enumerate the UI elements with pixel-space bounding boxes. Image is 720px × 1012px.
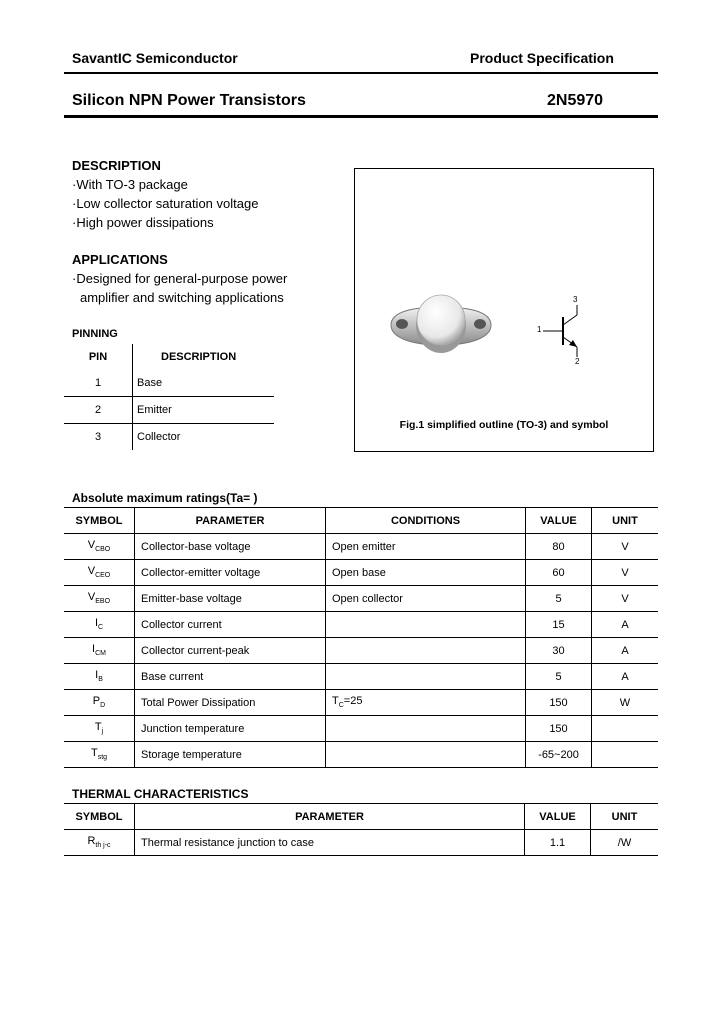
part-number: 2N5970 — [547, 92, 604, 109]
ratings-table — [64, 507, 658, 768]
npn-transistor-symbol-icon — [533, 295, 603, 371]
emitter-pin-label: 2 — [575, 357, 580, 366]
symbol-letter: V — [87, 591, 96, 604]
conditions-cell — [326, 690, 526, 716]
unit-col-header: UNIT — [591, 804, 659, 830]
parameter-cell: Storage temperature — [135, 742, 326, 768]
conditions-text: T — [332, 695, 339, 708]
symbol-subscript: CM — [95, 650, 106, 658]
conditions-cell — [326, 534, 526, 560]
symbol-cell — [64, 638, 135, 664]
figure-caption: Fig.1 simplified outline (TO-3) and symbol — [399, 419, 609, 431]
parameter-cell: Collector-emitter voltage — [135, 560, 326, 586]
pin-desc: Base — [133, 370, 275, 397]
conditions-cell — [326, 560, 526, 586]
pin-col-header: PIN — [64, 344, 133, 370]
symbol-cell — [64, 830, 135, 856]
applications-line: ·Designed for general-purpose power — [72, 271, 288, 286]
table-row — [64, 586, 658, 612]
parameter-cell: Collector-base voltage — [135, 534, 326, 560]
conditions-col-header: CONDITIONS — [326, 508, 526, 534]
value-cell: 15 — [526, 612, 592, 638]
unit-cell — [592, 716, 659, 742]
symbol-subscript: CEO — [95, 572, 111, 580]
symbol-subscript: C — [98, 624, 104, 632]
parameter-cell: Thermal resistance junction to case — [135, 830, 525, 856]
unit-cell: V — [592, 560, 659, 586]
conditions-tail: =25 — [343, 695, 363, 708]
base-pin-label: 1 — [537, 325, 542, 334]
parameter-col-header: PARAMETER — [135, 804, 525, 830]
conditions-subscript: C — [338, 702, 344, 710]
symbol-col-header: SYMBOL — [64, 804, 135, 830]
parameter-cell: Base current — [135, 664, 326, 690]
symbol-letter: V — [87, 539, 96, 552]
symbol-letter: I — [92, 643, 96, 656]
parameter-cell: Collector current-peak — [135, 638, 326, 664]
symbol-col-header: SYMBOL — [64, 508, 135, 534]
conditions-cell — [326, 638, 526, 664]
unit-cell: V — [592, 534, 659, 560]
applications-heading: APPLICATIONS — [72, 252, 168, 267]
table-row — [64, 370, 274, 397]
parameter-cell: Total Power Dissipation — [135, 690, 326, 716]
symbol-cell — [64, 534, 135, 560]
description-item: ·High power dissipations — [72, 215, 214, 230]
parameter-col-header: PARAMETER — [135, 508, 326, 534]
pin-number: 2 — [64, 397, 133, 424]
table-row — [64, 830, 658, 856]
description-item: ·Low collector saturation voltage — [72, 196, 259, 211]
symbol-subscript: CBO — [95, 546, 111, 554]
symbol-letter: V — [87, 565, 96, 578]
unit-cell: /W — [591, 830, 659, 856]
conditions-cell — [326, 664, 526, 690]
symbol-letter: P — [92, 695, 101, 708]
value-cell: 60 — [526, 560, 592, 586]
symbol-cell — [64, 664, 135, 690]
table-row — [64, 664, 658, 690]
symbol-letter: T — [94, 721, 102, 734]
pin-number: 3 — [64, 424, 133, 451]
table-row — [64, 638, 658, 664]
table-row — [64, 612, 658, 638]
unit-cell: W — [592, 690, 659, 716]
symbol-cell — [64, 716, 135, 742]
table-row — [64, 690, 658, 716]
collector-pin-label: 3 — [573, 295, 578, 304]
parameter-cell: Junction temperature — [135, 716, 326, 742]
conditions-text: Open emitter — [332, 540, 396, 553]
company-name: SavantIC Semiconductor — [72, 50, 238, 66]
conditions-cell — [326, 742, 526, 768]
pin-desc: Collector — [137, 431, 181, 443]
thermal-table — [64, 803, 658, 856]
table-row — [64, 742, 658, 768]
conditions-cell — [326, 716, 526, 742]
symbol-cell — [64, 560, 135, 586]
unit-col-header: UNIT — [592, 508, 659, 534]
conditions-cell — [326, 586, 526, 612]
value-col-header: VALUE — [526, 508, 592, 534]
doc-type: Product Specification — [470, 50, 614, 66]
unit-cell: A — [592, 664, 659, 690]
conditions-cell — [326, 612, 526, 638]
symbol-letter: R — [87, 835, 96, 848]
applications-line: amplifier and switching applications — [80, 290, 284, 305]
symbol-cell — [64, 586, 135, 612]
figure-box — [354, 168, 654, 452]
symbol-subscript: EBO — [95, 598, 111, 606]
symbol-subscript: B — [98, 676, 103, 684]
conditions-text: Open base — [332, 566, 386, 579]
symbol-cell — [64, 742, 135, 768]
symbol-cell — [64, 690, 135, 716]
to3-package-image — [385, 287, 497, 363]
pinning-table — [64, 344, 274, 450]
symbol-subscript: D — [100, 702, 106, 710]
pin-desc: Emitter — [133, 397, 275, 424]
unit-cell: V — [592, 586, 659, 612]
header-rule — [64, 72, 658, 74]
description-item: ·With TO-3 package — [72, 177, 188, 192]
value-cell: 150 — [526, 716, 592, 742]
pin-number: 1 — [64, 370, 133, 397]
product-line: Silicon NPN Power Transistors — [72, 92, 306, 109]
unit-cell: A — [592, 638, 659, 664]
symbol-subscript: j — [101, 728, 104, 736]
pin-desc-col-header: DESCRIPTION — [161, 351, 237, 363]
value-cell: 150 — [526, 690, 592, 716]
unit-cell — [592, 742, 659, 768]
symbol-letter: I — [94, 617, 98, 630]
symbol-subscript: th j-c — [95, 842, 111, 850]
conditions-text: Open collector — [332, 592, 403, 605]
thermal-heading: THERMAL CHARACTERISTICS — [72, 787, 249, 801]
symbol-subscript: stg — [97, 754, 108, 762]
symbol-cell — [64, 612, 135, 638]
symbol-letter: I — [95, 669, 99, 682]
parameter-cell: Emitter-base voltage — [135, 586, 326, 612]
value-cell: 30 — [526, 638, 592, 664]
ratings-heading: Absolute maximum ratings(Ta= ) — [72, 491, 258, 505]
value-cell: 5 — [526, 586, 592, 612]
symbol-letter: T — [90, 747, 98, 760]
table-row — [64, 397, 274, 424]
title-rule — [64, 115, 658, 118]
table-row — [64, 716, 658, 742]
unit-cell: A — [592, 612, 659, 638]
description-heading: DESCRIPTION — [72, 158, 161, 173]
table-row — [64, 534, 658, 560]
value-cell: 1.1 — [525, 830, 591, 856]
value-col-header: VALUE — [525, 804, 591, 830]
value-cell: 80 — [526, 534, 592, 560]
parameter-cell: Collector current — [135, 612, 326, 638]
pinning-heading: PINNING — [72, 328, 118, 340]
table-row — [64, 560, 658, 586]
table-row — [64, 424, 274, 451]
value-cell: 5 — [526, 664, 592, 690]
value-cell: -65~200 — [526, 742, 592, 768]
